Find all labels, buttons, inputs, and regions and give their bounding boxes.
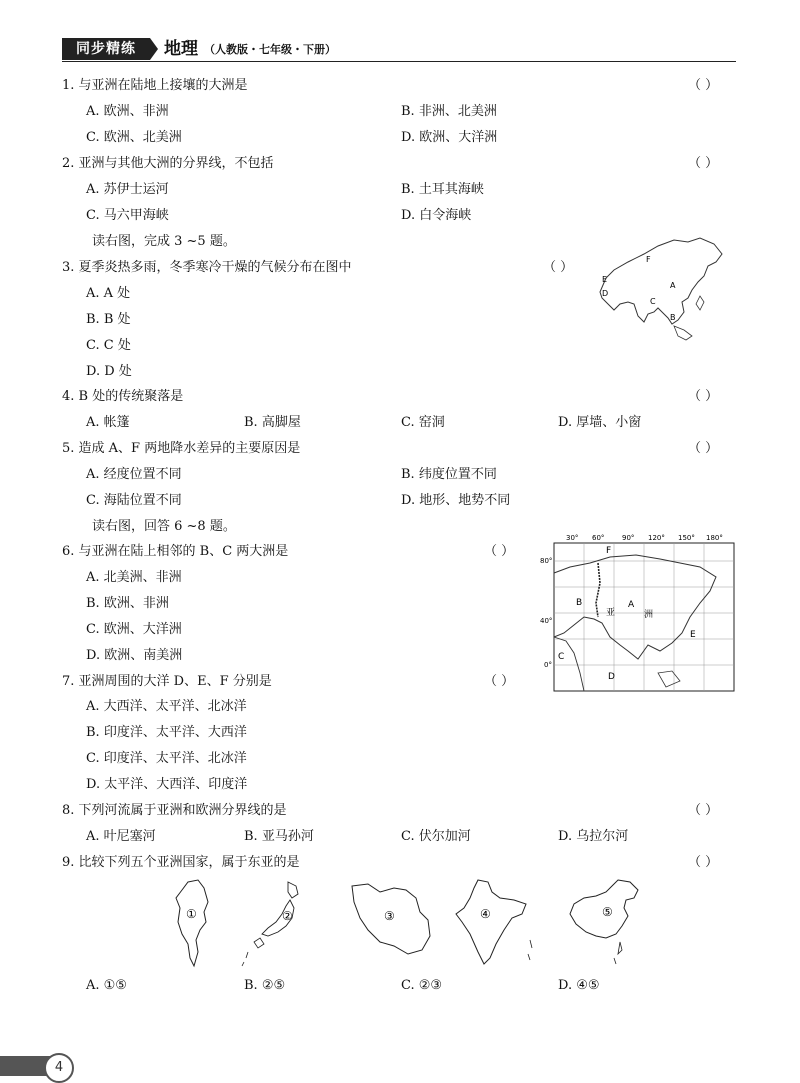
map2-lon-120: 120° [648, 534, 665, 542]
country-map-2-japan [238, 878, 308, 968]
map2-label-e: E [690, 630, 696, 640]
q2-option-b: B. 土耳其海峡 [401, 182, 484, 197]
read-instruction-2: 读右图，回答 6 ~8 题。 [92, 519, 236, 534]
q4-answer-bracket: （ ） [688, 389, 719, 404]
q2-answer-bracket: （ ） [688, 156, 719, 171]
q9-option-a: A. ①⑤ [86, 978, 127, 993]
q8-answer-bracket: （ ） [688, 803, 719, 818]
q6-stem: 6. 与亚洲在陆上相邻的 B、C 两大洲是 [62, 544, 289, 559]
q3-option-b: B. B 处 [86, 312, 131, 327]
country-map-3-iran [346, 880, 436, 956]
map2-lon-30: 30° [566, 534, 579, 542]
subject-title: 地理 [164, 39, 198, 59]
map2-label-d: D [608, 672, 615, 682]
asia-outline-map [588, 232, 728, 344]
q1-option-d: D. 欧洲、大洋洲 [401, 130, 498, 145]
country-mark-1: ① [186, 907, 197, 921]
map1-label-c: C [650, 297, 656, 306]
q1-answer-bracket: （ ） [688, 78, 719, 93]
map2-lat-40: 40° [540, 617, 553, 625]
q2-option-c: C. 马六甲海峡 [86, 208, 169, 223]
q9-answer-bracket: （ ） [688, 855, 719, 870]
map1-label-a: A [670, 281, 676, 290]
q6-option-c: C. 欧洲、大洋洲 [86, 622, 182, 637]
country-map-1-myanmar [170, 878, 218, 970]
q3-stem: 3. 夏季炎热多雨，冬季寒冷干燥的气候分布在图中 [62, 260, 352, 275]
q5-stem: 5. 造成 A、F 两地降水差异的主要原因是 [62, 441, 301, 456]
q3-option-c: C. C 处 [86, 338, 131, 353]
edition-label: （人教版・七年级・下册） [204, 43, 336, 56]
map2-label-a: A [628, 600, 635, 610]
q9-option-d: D. ④⑤ [558, 978, 600, 993]
q5-option-a: A. 经度位置不同 [86, 467, 182, 482]
q9-option-c: C. ②③ [401, 978, 443, 993]
asia-grid-map [540, 533, 736, 693]
map2-label-f: F [606, 546, 612, 556]
q6-option-a: A. 北美洲、非洲 [86, 570, 182, 585]
series-label: 同步精练 [62, 38, 150, 60]
q6-answer-bracket: （ ） [484, 544, 515, 559]
map2-label-zhou: 洲 [644, 610, 654, 620]
q8-option-b: B. 亚马孙河 [244, 829, 314, 844]
map2-label-b: B [576, 598, 583, 608]
map2-lon-90: 90° [622, 534, 635, 542]
country-mark-4: ④ [480, 907, 491, 921]
country-map-4-india [452, 878, 534, 968]
map1-label-f: F [646, 255, 651, 264]
q5-option-b: B. 纬度位置不同 [401, 467, 497, 482]
q4-option-a: A. 帐篷 [86, 415, 130, 430]
country-mark-3: ③ [384, 909, 395, 923]
q4-option-d: D. 厚墙、小窗 [558, 415, 642, 430]
q3-answer-bracket: （ ） [543, 260, 574, 275]
q6-option-d: D. 欧洲、南美洲 [86, 648, 183, 663]
q8-option-d: D. 乌拉尔河 [558, 829, 629, 844]
q7-answer-bracket: （ ） [484, 674, 515, 689]
map1-label-b: B [670, 313, 676, 322]
q4-stem: 4. B 处的传统聚落是 [62, 389, 184, 404]
q3-option-d: D. D 处 [86, 364, 132, 379]
q1-stem: 1. 与亚洲在陆地上接壤的大洲是 [62, 78, 248, 93]
q4-option-b: B. 高脚屋 [244, 415, 301, 430]
q5-answer-bracket: （ ） [688, 441, 719, 456]
map2-lon-150: 150° [678, 534, 695, 542]
q7-stem: 7. 亚洲周围的大洋 D、E、F 分别是 [62, 674, 272, 689]
country-mark-2: ② [282, 909, 293, 923]
q9-stem: 9. 比较下列五个亚洲国家，属于东亚的是 [62, 855, 300, 870]
q8-option-c: C. 伏尔加河 [401, 829, 471, 844]
map2-lat-80: 80° [540, 557, 553, 565]
q7-option-d: D. 太平洋、大西洋、印度洋 [86, 777, 248, 792]
map2-label-c: C [558, 652, 565, 662]
q1-option-a: A. 欧洲、非洲 [86, 104, 169, 119]
read-instruction-1: 读右图，完成 3 ~5 题。 [92, 234, 236, 249]
map2-lon-180: 180° [706, 534, 723, 542]
q3-option-a: A. A 处 [86, 286, 131, 301]
q1-option-c: C. 欧洲、北美洲 [86, 130, 182, 145]
map2-lon-60: 60° [592, 534, 605, 542]
map1-label-d: D [602, 289, 609, 298]
q2-option-a: A. 苏伊士运河 [86, 182, 169, 197]
map1-label-e: E [602, 275, 608, 284]
header-rule [62, 61, 736, 62]
q7-option-b: B. 印度洋、太平洋、大西洋 [86, 725, 247, 740]
q5-option-d: D. 地形、地势不同 [401, 493, 511, 508]
q5-option-c: C. 海陆位置不同 [86, 493, 182, 508]
q2-option-d: D. 白令海峡 [401, 208, 472, 223]
q6-option-b: B. 欧洲、非洲 [86, 596, 169, 611]
page-header [0, 0, 800, 62]
q9-option-b: B. ②⑤ [244, 978, 286, 993]
q1-option-b: B. 非洲、北美洲 [401, 104, 497, 119]
map2-lat-0: 0° [544, 661, 552, 669]
map2-label-ya: 亚 [606, 608, 616, 618]
q7-option-c: C. 印度洋、太平洋、北冰洋 [86, 751, 247, 766]
q7-option-a: A. 大西洋、太平洋、北冰洋 [86, 699, 247, 714]
q8-option-a: A. 叶尼塞河 [86, 829, 156, 844]
q4-option-c: C. 窑洞 [401, 415, 445, 430]
country-map-5-china [566, 878, 644, 968]
series-arrow [150, 38, 158, 60]
q2-stem: 2. 亚洲与其他大洲的分界线，不包括 [62, 156, 274, 171]
country-mark-5: ⑤ [602, 905, 613, 919]
q8-stem: 8. 下列河流属于亚洲和欧洲分界线的是 [62, 803, 287, 818]
page-number: 4 [44, 1053, 74, 1083]
